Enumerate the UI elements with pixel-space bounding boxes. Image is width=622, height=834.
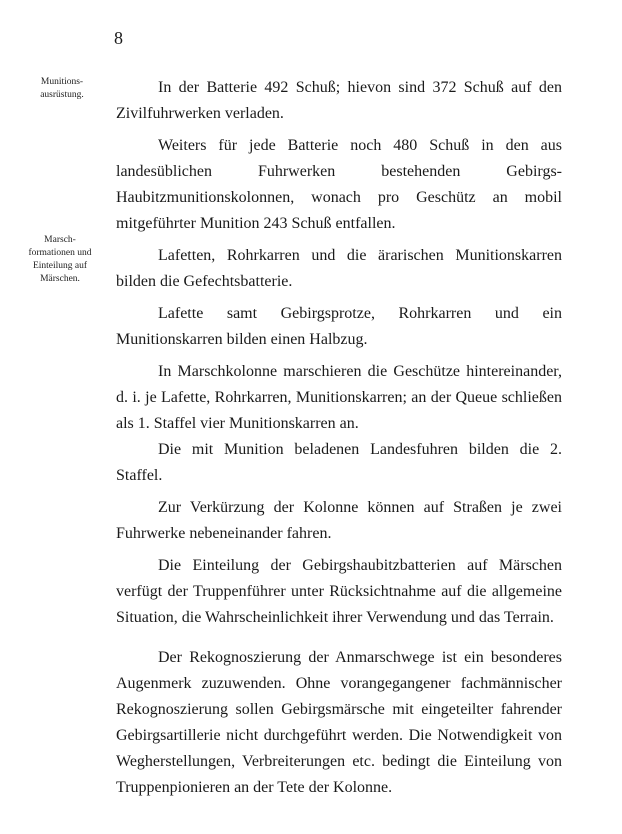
- margin-note-line: Marsch-: [44, 235, 76, 245]
- body-text: [116, 75, 562, 801]
- paragraph: Der Rekognoszierung der Anmarschwege ist ein besonderes Augenmerk zuzuwenden. Ohne vorangegangener fachmännischer Rekognoszierung sollen Gebirgsmärsche mit eingeteilter fahrender Gebirgsartillerie nicht durchgeführt werden. Die Notwendigkeit von Wegherstellungen, Verbreiterungen etc. bedingt die Einteilung von Truppenpionieren an der Tete der Kolonne.: [116, 649, 562, 796]
- paragraph: Lafette samt Gebirgsprotze, Rohrkarren und ein Munitionskarren bilden einen Halbzug.: [116, 305, 562, 348]
- margin-note-marsch: [20, 234, 100, 286]
- paragraph: In Marschkolonne marschieren die Geschütze hintereinander, d. i. je Lafette, Rohrkarren, Munitionskarren; an der Queue schließen als 1. Staffel vier Munitionskarren an.: [116, 363, 562, 432]
- paragraph: Weiters für jede Batterie noch 480 Schuß in den aus landesüblichen Fuhrwerken bestehenden Gebirgs-Haubitzmunitionskolonnen, wonach pro Geschütz an mobil mitgeführter Munition 243 Schuß entfallen.: [116, 137, 562, 232]
- margin-note-line: ausrüstung.: [40, 90, 84, 100]
- margin-note-munition: [22, 76, 102, 102]
- paragraph: In der Batterie 492 Schuß; hievon sind 372 Schuß auf den Zivilfuhrwerken verladen.: [116, 79, 562, 122]
- margin-note-line: Einteilung auf: [32, 261, 88, 271]
- margin-note-line: Munitions-: [40, 77, 84, 87]
- paragraph: Lafetten, Rohrkarren und die ärarischen Munitionskarren bilden die Gefechtsbatterie.: [116, 247, 562, 290]
- paragraph: Die Einteilung der Gebirgshaubitzbatterien auf Märschen verfügt der Truppenführer unter Rücksichtnahme auf die allgemeine Situation, die Wahrscheinlichkeit ihrer Verwendung und das Terrain.: [116, 557, 562, 626]
- paragraph: Zur Verkürzung der Kolonne können auf Straßen je zwei Fuhrwerke nebeneinander fahren.: [116, 499, 562, 542]
- paragraph: Die mit Munition beladenen Landesfuhren bilden die 2. Staffel.: [116, 441, 562, 484]
- page-number: 8: [114, 28, 123, 48]
- margin-note-line: formationen und: [28, 248, 92, 258]
- margin-note-line: Märschen.: [40, 274, 80, 284]
